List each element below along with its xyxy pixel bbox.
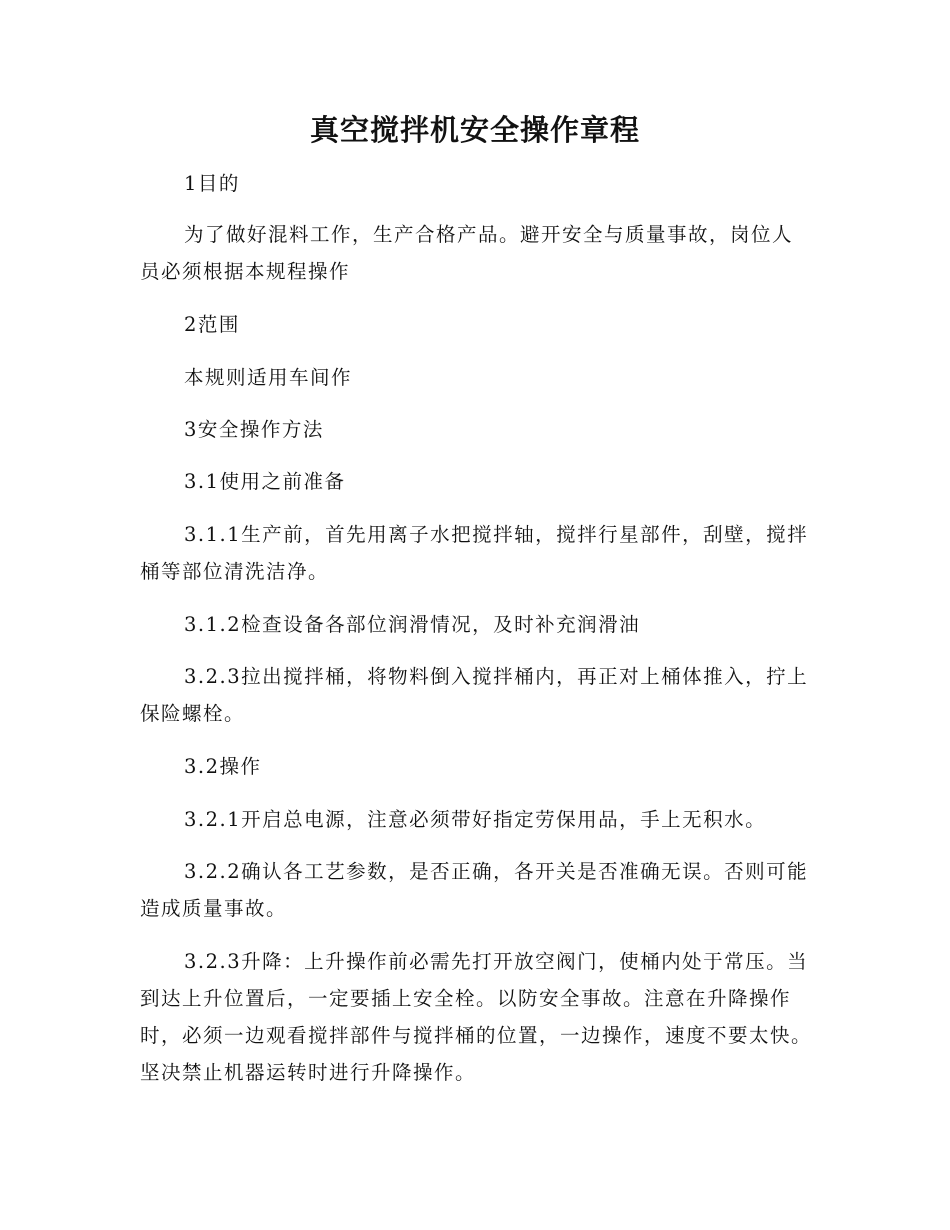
paragraph-3-2-3-lifting: 3.2.3升降：上升操作前必需先打开放空阀门，使桶内处于常压。当到达上升位置后，一定要插上安全栓。以防安全事故。注意在升降操作时，必须一边观看搅拌部件与搅拌桶的位置，一边操作，速度不要太快。坚决禁止机器运转时进行升降操作。 bbox=[140, 950, 813, 1084]
section-heading-scope: 2范围 bbox=[184, 313, 240, 336]
paragraph-3-2-3-pull-out: 3.2.3拉出搅拌桶，将物料倒入搅拌桶内，再正对上桶体推入，拧上保险螺栓。 bbox=[140, 665, 809, 725]
subsection-heading-preparation: 3.1使用之前准备 bbox=[184, 470, 346, 493]
paragraph-3-1-2: 3.1.2检查设备各部位润滑情况，及时补充润滑油 bbox=[184, 613, 641, 636]
paragraph-purpose-text: 为了做好混料工作，生产合格产品。避开安全与质量事故，岗位人员必须根据本规程操作 bbox=[140, 223, 794, 283]
paragraph-3-1-1: 3.1.1生产前，首先用离子水把搅拌轴，搅拌行星部件，刮壁，搅拌桶等部位清洗洁净。 bbox=[140, 523, 809, 583]
paragraph-3-2-1: 3.2.1开启总电源，注意必须带好指定劳保用品，手上无积水。 bbox=[184, 808, 767, 831]
paragraph-3-2-2: 3.2.2确认各工艺参数，是否正确，各开关是否准确无误。否则可能造成质量事故。 bbox=[140, 860, 809, 920]
subsection-heading-operation: 3.2操作 bbox=[184, 755, 262, 778]
section-heading-safety-methods: 3安全操作方法 bbox=[184, 418, 324, 441]
paragraph-scope-text: 本规则适用车间作 bbox=[184, 366, 353, 389]
document-title: 真空搅拌机安全操作章程 bbox=[309, 113, 640, 147]
section-heading-purpose: 1目的 bbox=[184, 172, 240, 195]
